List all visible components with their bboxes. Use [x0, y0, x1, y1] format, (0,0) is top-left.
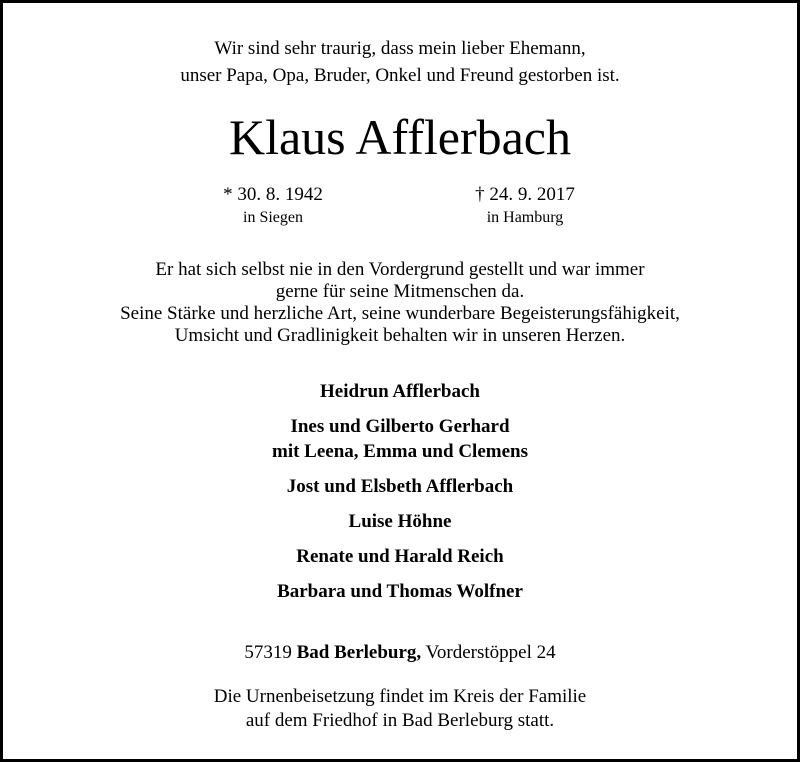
mourner-line: Ines und Gilberto Gerhard: [290, 416, 510, 437]
mourner-group: [3, 544, 797, 569]
mourner-group: [3, 579, 797, 604]
tribute-line: Er hat sich selbst nie in den Vordergrund gestellt und war immer: [155, 259, 645, 280]
birth-date: * 30. 8. 1942: [223, 184, 323, 205]
birth-place: in Siegen: [243, 209, 303, 226]
mourner-line: Heidrun Afflerbach: [320, 381, 480, 402]
birth-info: [153, 183, 393, 229]
tribute-line: Umsicht und Gradlinigkeit behalten wir in unseren Herzen.: [174, 325, 626, 346]
intro-text: [3, 35, 797, 89]
burial-line: auf dem Friedhof in Bad Berleburg statt.: [245, 710, 555, 731]
address-postcode: 57319: [244, 642, 292, 663]
mourner-group: [3, 414, 797, 464]
intro-line: unser Papa, Opa, Bruder, Onkel und Freund gestorben ist.: [180, 65, 620, 86]
mourner-line: Jost und Elsbeth Afflerbach: [286, 476, 514, 497]
mourner-group: [3, 379, 797, 404]
mourner-line: Barbara und Thomas Wolfner: [277, 581, 523, 602]
death-info: [405, 183, 645, 229]
tribute-text: [3, 259, 797, 347]
mourners-list: [3, 379, 797, 614]
intro-line: Wir sind sehr traurig, dass mein lieber Ehemann,: [214, 38, 586, 59]
address-line: [3, 641, 797, 665]
mourner-line: Luise Höhne: [348, 511, 452, 532]
mourner-line: mit Leena, Emma und Clemens: [272, 441, 528, 462]
address-city: Bad Berleburg,: [296, 642, 422, 663]
mourner-line: Renate und Harald Reich: [296, 546, 504, 567]
mourner-group: [3, 474, 797, 499]
death-date: † 24. 9. 2017: [475, 184, 575, 205]
burial-notice: [3, 685, 797, 733]
deceased-name: Klaus Afflerbach: [228, 109, 572, 165]
life-dates: [3, 183, 797, 235]
tribute-line: Seine Stärke und herzliche Art, seine wunderbare Begeisterungsfähigkeit,: [120, 303, 680, 324]
mourner-group: [3, 509, 797, 534]
death-place: in Hamburg: [486, 209, 564, 226]
address-street: Vorderstöppel 24: [425, 642, 556, 663]
burial-line: Die Urnenbeisetzung findet im Kreis der Familie: [213, 686, 587, 707]
tribute-line: gerne für seine Mitmenschen da.: [275, 281, 525, 302]
